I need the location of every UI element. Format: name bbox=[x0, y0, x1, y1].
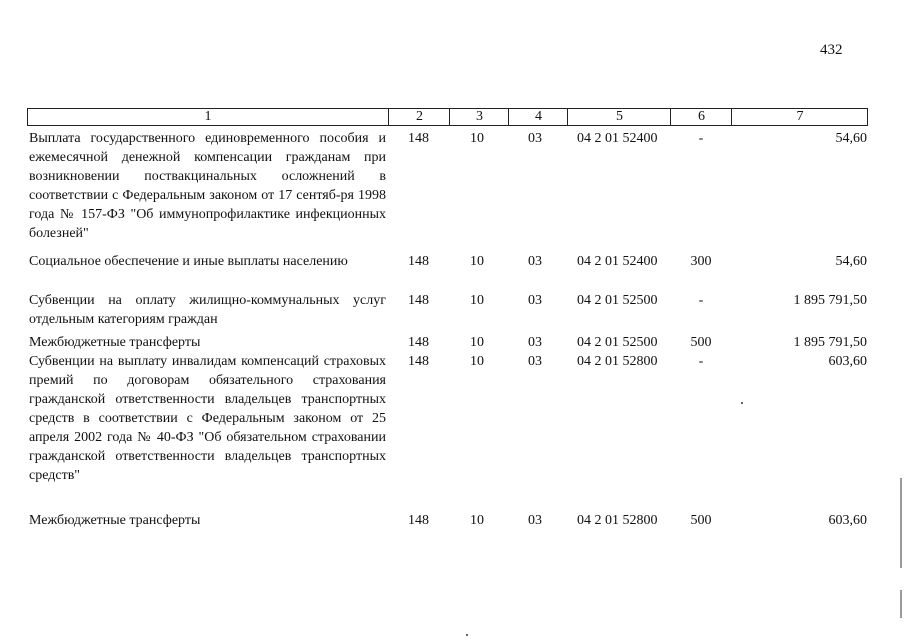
header-col-4: 4 bbox=[508, 109, 568, 125]
row-description: Субвенции на выплату инвалидам компенсаций страховых премий по договорам обязательного страхования гражданской ответственности владельцев транспортных средств в соответствии с Федеральным законом от 25 апреля 2002 года № 40-ФЗ "Об обязательном страховании гражданской ответственности владельцев транспортных средств" bbox=[29, 354, 386, 483]
scan-speck bbox=[466, 634, 468, 636]
header-col-3: 3 bbox=[449, 109, 509, 125]
row-subsection-code: 03 bbox=[528, 354, 542, 369]
row-expense-type: - bbox=[698, 354, 704, 369]
row-description: Субвенции на оплату жилищно-коммунальных услуг отдельным категориям граждан bbox=[29, 293, 386, 327]
row-expense-type: - bbox=[698, 131, 704, 146]
row-subsection-code: 03 bbox=[528, 293, 542, 308]
table-header bbox=[27, 108, 868, 126]
row-description: Межбюджетные трансферты bbox=[29, 335, 201, 350]
row-subsection-code: 03 bbox=[528, 254, 542, 269]
row-target-article: 04 2 01 52800 bbox=[577, 513, 658, 528]
header-col-6: 6 bbox=[670, 109, 732, 125]
row-description: Социальное обеспечение и иные выплаты населению bbox=[29, 254, 348, 269]
row-amount: 54,60 bbox=[835, 254, 867, 269]
scan-edge-mark bbox=[900, 590, 902, 618]
row-expense-type: 500 bbox=[690, 335, 712, 350]
page-number: 432 bbox=[820, 42, 843, 58]
row-section-code: 10 bbox=[470, 335, 484, 350]
row-expense-type: 300 bbox=[690, 254, 712, 269]
row-description: Межбюджетные трансферты bbox=[29, 513, 201, 528]
row-target-article: 04 2 01 52400 bbox=[577, 131, 658, 146]
row-ministry-code: 148 bbox=[408, 293, 429, 308]
row-amount: 603,60 bbox=[828, 354, 867, 369]
scan-edge-mark bbox=[900, 478, 902, 568]
row-expense-type: - bbox=[698, 293, 704, 308]
row-amount: 1 895 791,50 bbox=[793, 293, 867, 308]
row-subsection-code: 03 bbox=[528, 335, 542, 350]
row-amount: 1 895 791,50 bbox=[793, 335, 867, 350]
row-expense-type: 500 bbox=[690, 513, 712, 528]
row-ministry-code: 148 bbox=[408, 131, 429, 146]
row-target-article: 04 2 01 52500 bbox=[577, 293, 658, 308]
row-description: Выплата государственного единовременного пособия и ежемесячной денежной компенсации гражданам при возникновении поствакцинальных осложнений в соответствии с Федеральным законом от 17 сентяб-ря 1998 года № 157-ФЗ "Об иммунопрофилактике инфекционных болезней" bbox=[29, 131, 386, 241]
row-ministry-code: 148 bbox=[408, 513, 429, 528]
row-ministry-code: 148 bbox=[408, 254, 429, 269]
row-target-article: 04 2 01 52800 bbox=[577, 354, 658, 369]
row-section-code: 10 bbox=[470, 354, 484, 369]
header-col-7: 7 bbox=[731, 109, 868, 125]
header-col-5: 5 bbox=[567, 109, 671, 125]
row-target-article: 04 2 01 52500 bbox=[577, 335, 658, 350]
scan-speck bbox=[741, 402, 743, 404]
row-section-code: 10 bbox=[470, 293, 484, 308]
row-section-code: 10 bbox=[470, 254, 484, 269]
row-amount: 54,60 bbox=[835, 131, 867, 146]
row-section-code: 10 bbox=[470, 513, 484, 528]
row-subsection-code: 03 bbox=[528, 513, 542, 528]
row-subsection-code: 03 bbox=[528, 131, 542, 146]
row-target-article: 04 2 01 52400 bbox=[577, 254, 658, 269]
header-col-1: 1 bbox=[204, 109, 212, 124]
row-ministry-code: 148 bbox=[408, 354, 429, 369]
header-col-2: 2 bbox=[388, 109, 450, 125]
row-amount: 603,60 bbox=[828, 513, 867, 528]
row-section-code: 10 bbox=[470, 131, 484, 146]
row-ministry-code: 148 bbox=[408, 335, 429, 350]
